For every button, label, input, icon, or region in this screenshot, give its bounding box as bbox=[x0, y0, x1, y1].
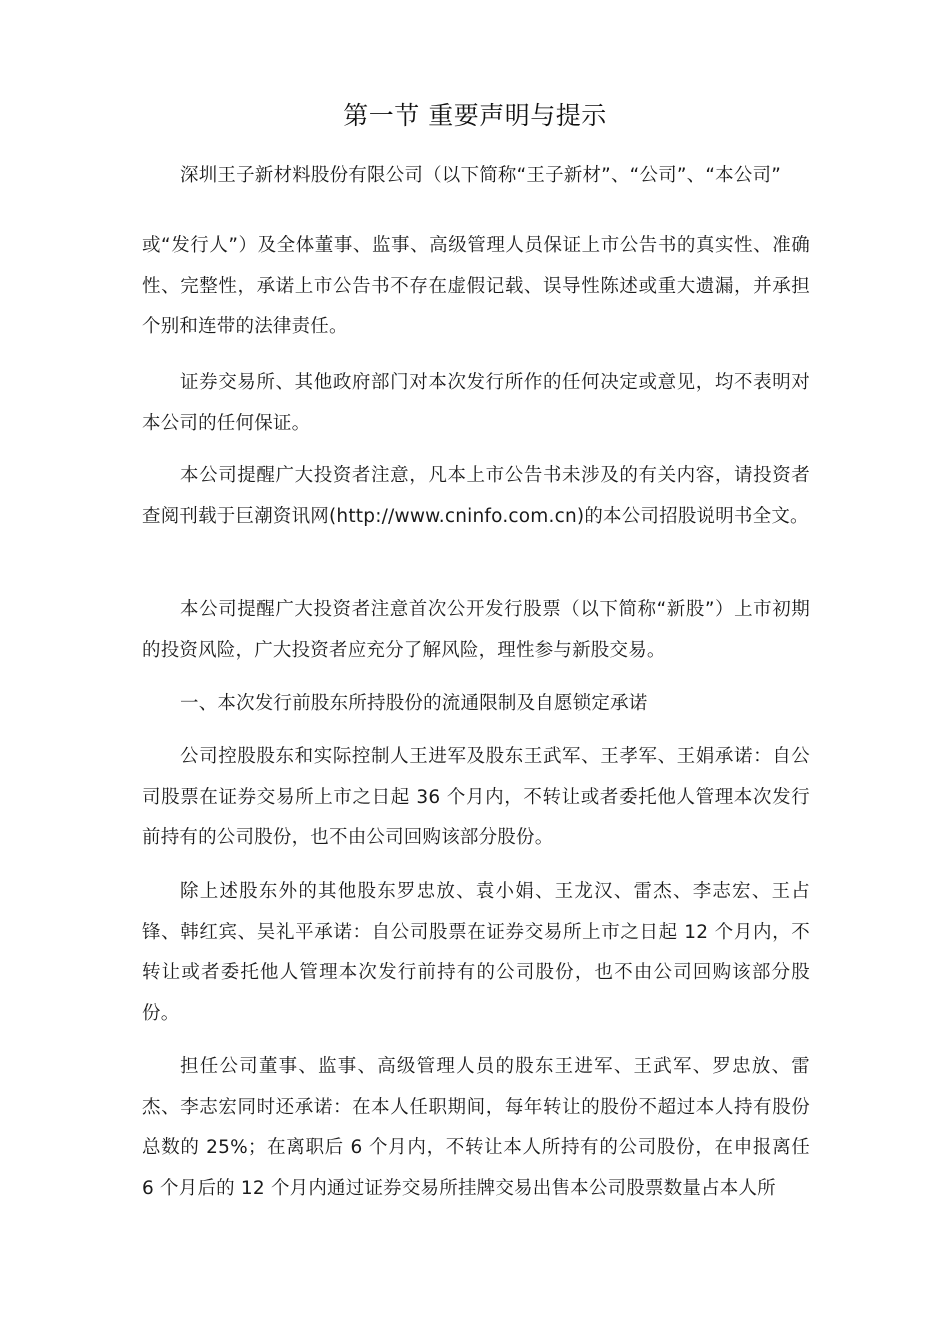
paragraph-intro-continued: 或“发行人”）及全体董事、监事、高级管理人员保证上市公告书的真实性、准确性、完整性，承诺上市公告书不存在虚假记载、误导性陈述或重大遗漏，并承担个别和连带的法律责任。 bbox=[142, 235, 810, 337]
subsection-heading-lockup: 一、本次发行前股东所持股份的流通限制及自愿锁定承诺 bbox=[180, 693, 648, 714]
section-title: 第一节 重要声明与提示 bbox=[343, 101, 607, 130]
paragraph-new-share-risk: 本公司提醒广大投资者注意首次公开发行股票（以下简称“新股”）上市初期的投资风险，广大投资者应充分了解风险，理性参与新股交易。 bbox=[142, 599, 810, 661]
paragraph-director-shareholders-commitment: 担任公司董事、监事、高级管理人员的股东王进军、王武军、罗忠放、雷杰、李志宏同时还承诺：在本人任职期间，每年转让的股份不超过本人持有股份总数的 25%；在离职后 6 个月内，不转让本人所持有的公司股份，在申报离任 6 个月后的 12 个月内通过证券交易所挂牌交易出售本公司股票数量占本人所 bbox=[142, 1056, 810, 1199]
paragraph-controlling-shareholder-commitment: 公司控股股东和实际控制人王进军及股东王武军、王孝军、王娟承诺：自公司股票在证券交易所上市之日起 36 个月内，不转让或者委托他人管理本次发行前持有的公司股份，也不由公司回购该部分股份。 bbox=[142, 746, 810, 848]
paragraph-exchange-disclaimer: 证券交易所、其他政府部门对本次发行所作的任何决定或意见，均不表明对本公司的任何保证。 bbox=[142, 372, 810, 434]
paragraph-intro-line: 深圳王子新材料股份有限公司（以下简称“王子新材”、“公司”、“本公司” bbox=[180, 165, 782, 186]
paragraph-prospectus-reference: 本公司提醒广大投资者注意，凡本上市公告书未涉及的有关内容，请投资者查阅刊载于巨潮资讯网(http://www.cninfo.com.cn)的本公司招股说明书全文。 bbox=[142, 465, 810, 527]
paragraph-other-shareholders-commitment: 除上述股东外的其他股东罗忠放、袁小娟、王龙汉、雷杰、李志宏、王占锋、韩红宾、吴礼平承诺：自公司股票在证券交易所上市之日起 12 个月内，不转让或者委托他人管理本次发行前持有的公司股份，也不由公司回购该部分股份。 bbox=[142, 881, 810, 1024]
